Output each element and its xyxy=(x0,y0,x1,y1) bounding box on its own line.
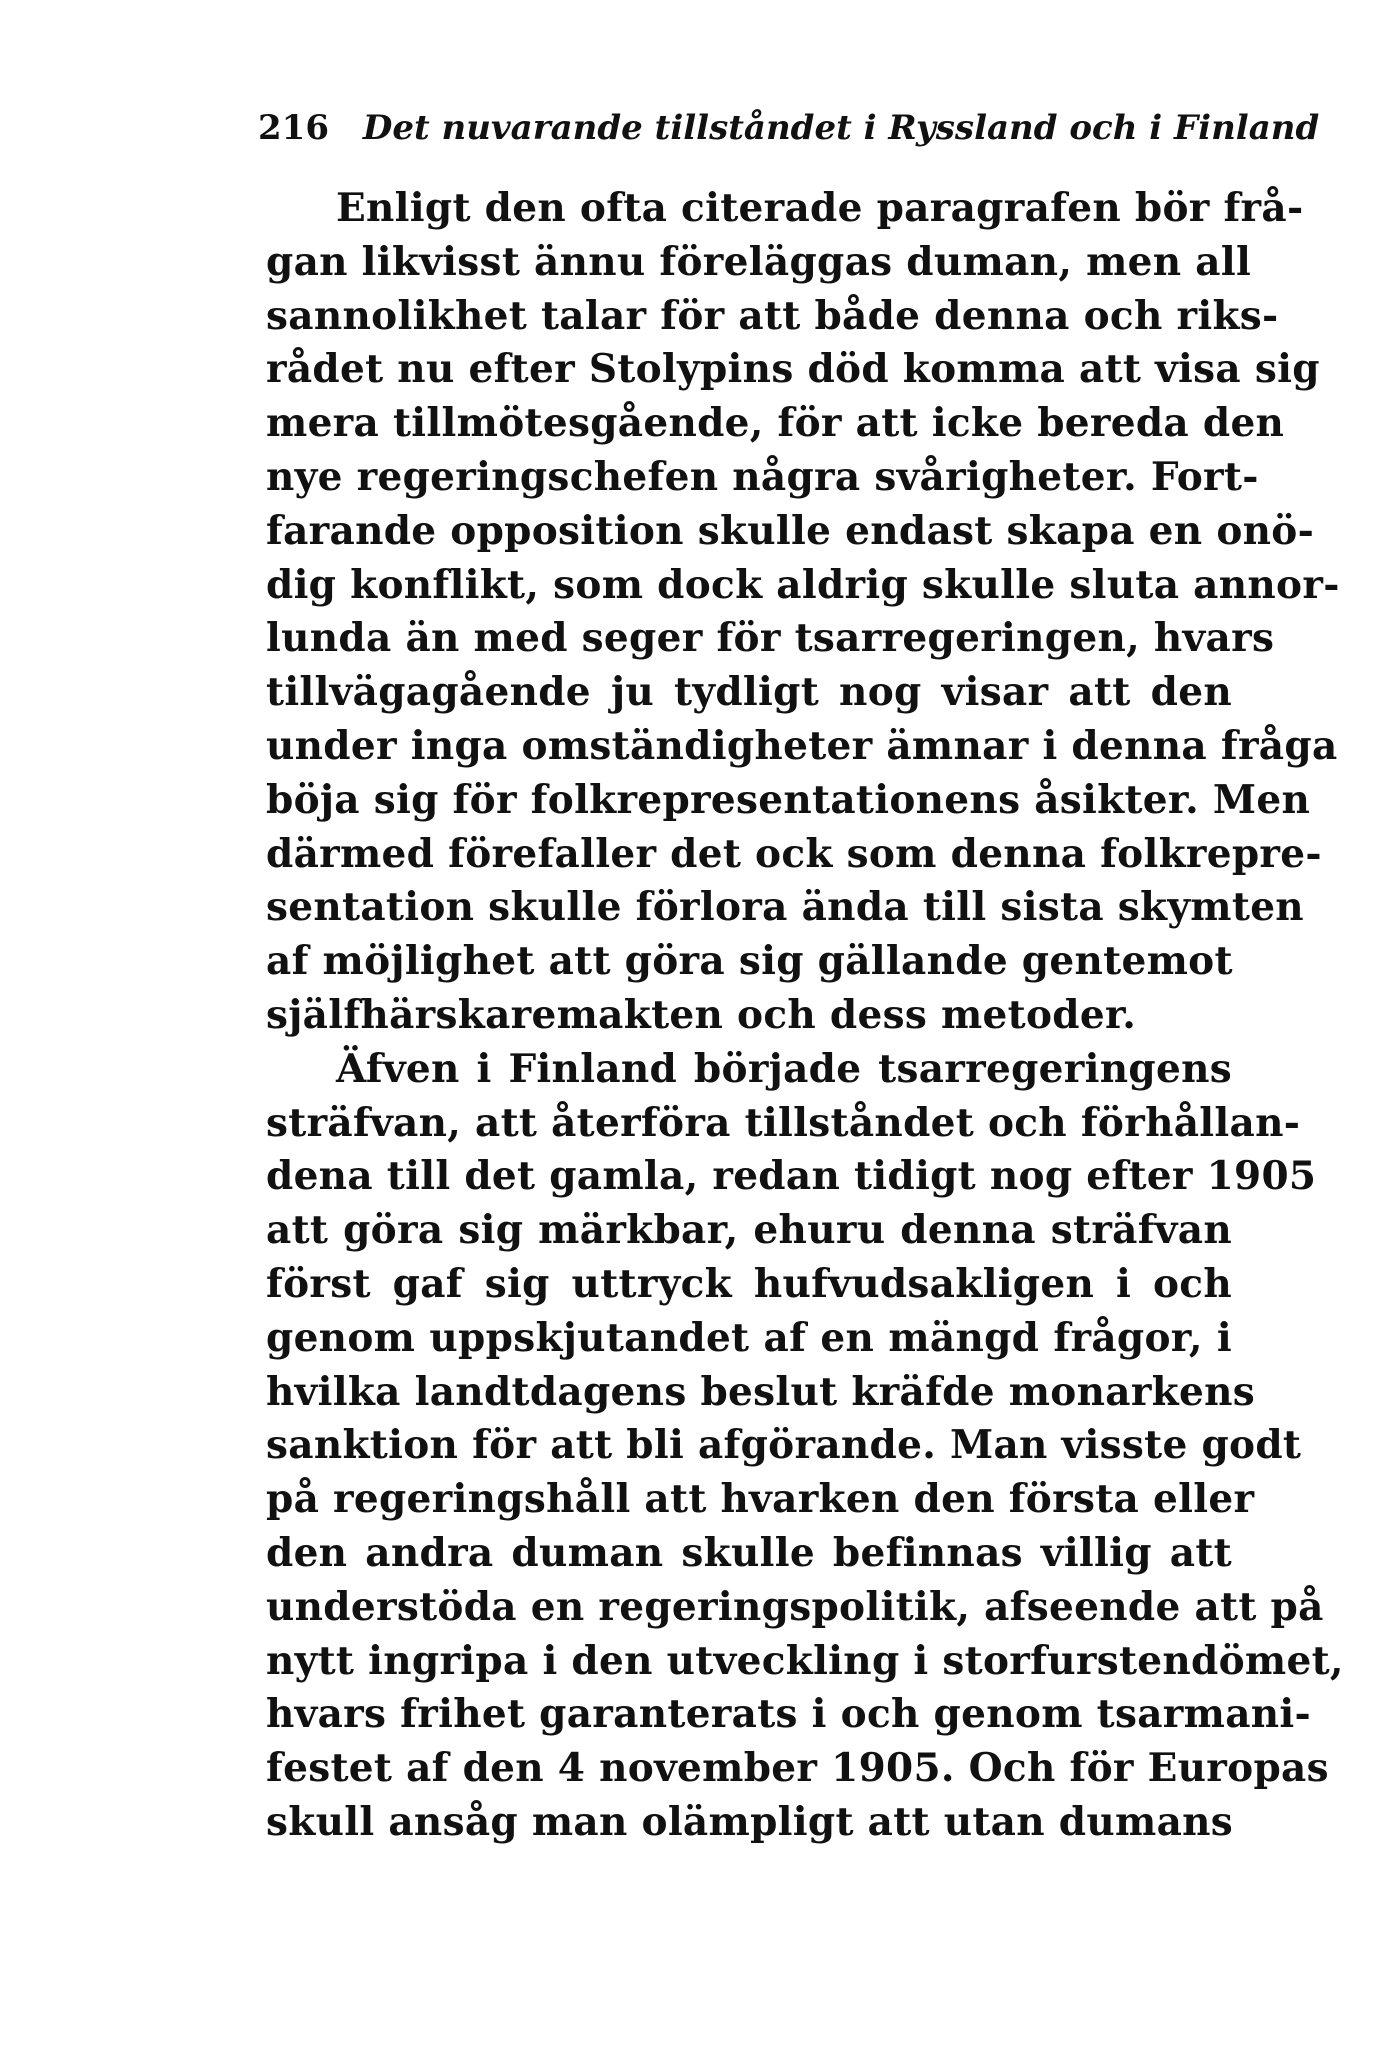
text-line: sträfvan, att återföra tillståndet och förhållan- xyxy=(266,1099,1301,1146)
text-line: sannolikhet talar för att både denna och riks- xyxy=(266,292,1279,339)
text-line: gan likvisst ännu föreläggas duman, men all xyxy=(266,238,1252,285)
text-line: farande opposition skulle endast skapa en onö- xyxy=(266,507,1315,554)
text-line: hvilka landtdagens beslut kräfde monarkens xyxy=(266,1368,1256,1415)
text-line: nytt ingripa i den utveckling i storfurstendömet, xyxy=(266,1637,1344,1684)
text-line: på regeringshåll att hvarken den första eller xyxy=(266,1476,1255,1523)
text-line: lunda än med seger för tsarregeringen, hvars xyxy=(266,615,1275,662)
text-line: skull ansåg man olämpligt att utan dumans xyxy=(266,1798,1234,1845)
text-line: därmed förefaller det ock som denna folkrepre- xyxy=(266,830,1322,877)
text-line: understöda en regeringspolitik, afseende att på xyxy=(266,1583,1324,1630)
text-line: rådet nu efter Stolypins död komma att visa sig xyxy=(266,346,1320,393)
text-line: först gaf sig uttryck hufvudsakligen i och xyxy=(266,1260,1232,1307)
text-line: sentation skulle förlora ända till sista skymten xyxy=(266,884,1304,931)
text-line: den andra duman skulle befinnas villig att xyxy=(266,1529,1232,1576)
text-line: tillvägagående ju tydligt nog visar att den xyxy=(266,669,1232,716)
text-line: under inga omständigheter ämnar i denna fråga xyxy=(266,722,1338,769)
paragraph-1 xyxy=(266,182,1340,1043)
text-line: Äfven i Finland började tsarregeringens xyxy=(336,1045,1232,1092)
text-line: Enligt den ofta citerade paragrafen bör frå- xyxy=(336,185,1304,231)
text-line: att göra sig märkbar, ehuru denna sträfvan xyxy=(266,1207,1232,1254)
text-line: nye regeringschefen några svårigheter. Fort- xyxy=(266,453,1259,500)
text-line: sanktion för att bli afgörande. Man visste godt xyxy=(266,1422,1302,1469)
text-line: festet af den 4 november 1905. Och för Europas xyxy=(266,1745,1329,1792)
text-line: själfhärskaremakten och dess metoder. xyxy=(266,991,1137,1038)
text-line: genom uppskjutandet af en mängd frågor, i xyxy=(266,1314,1232,1361)
body-text xyxy=(266,182,1344,1850)
running-header xyxy=(258,108,1319,148)
text-line: dena till det gamla, redan tidigt nog efter 1905 xyxy=(266,1153,1317,1200)
page-number: 216 xyxy=(258,108,329,148)
text-line: dig konflikt, som dock aldrig skulle sluta annor- xyxy=(266,561,1340,608)
text-line: böja sig för folkrepresentationens åsikter. Men xyxy=(266,776,1311,823)
text-line: hvars frihet garanterats i och genom tsarmani- xyxy=(266,1691,1312,1738)
running-title: Det nuvarande tillståndet i Ryssland och i Finland xyxy=(362,108,1320,148)
text-line: af möjlighet att göra sig gällande gentemot xyxy=(266,938,1233,985)
text-line: mera tillmötesgående, för att icke bereda den xyxy=(266,400,1285,447)
paragraph-2 xyxy=(266,1043,1344,1850)
